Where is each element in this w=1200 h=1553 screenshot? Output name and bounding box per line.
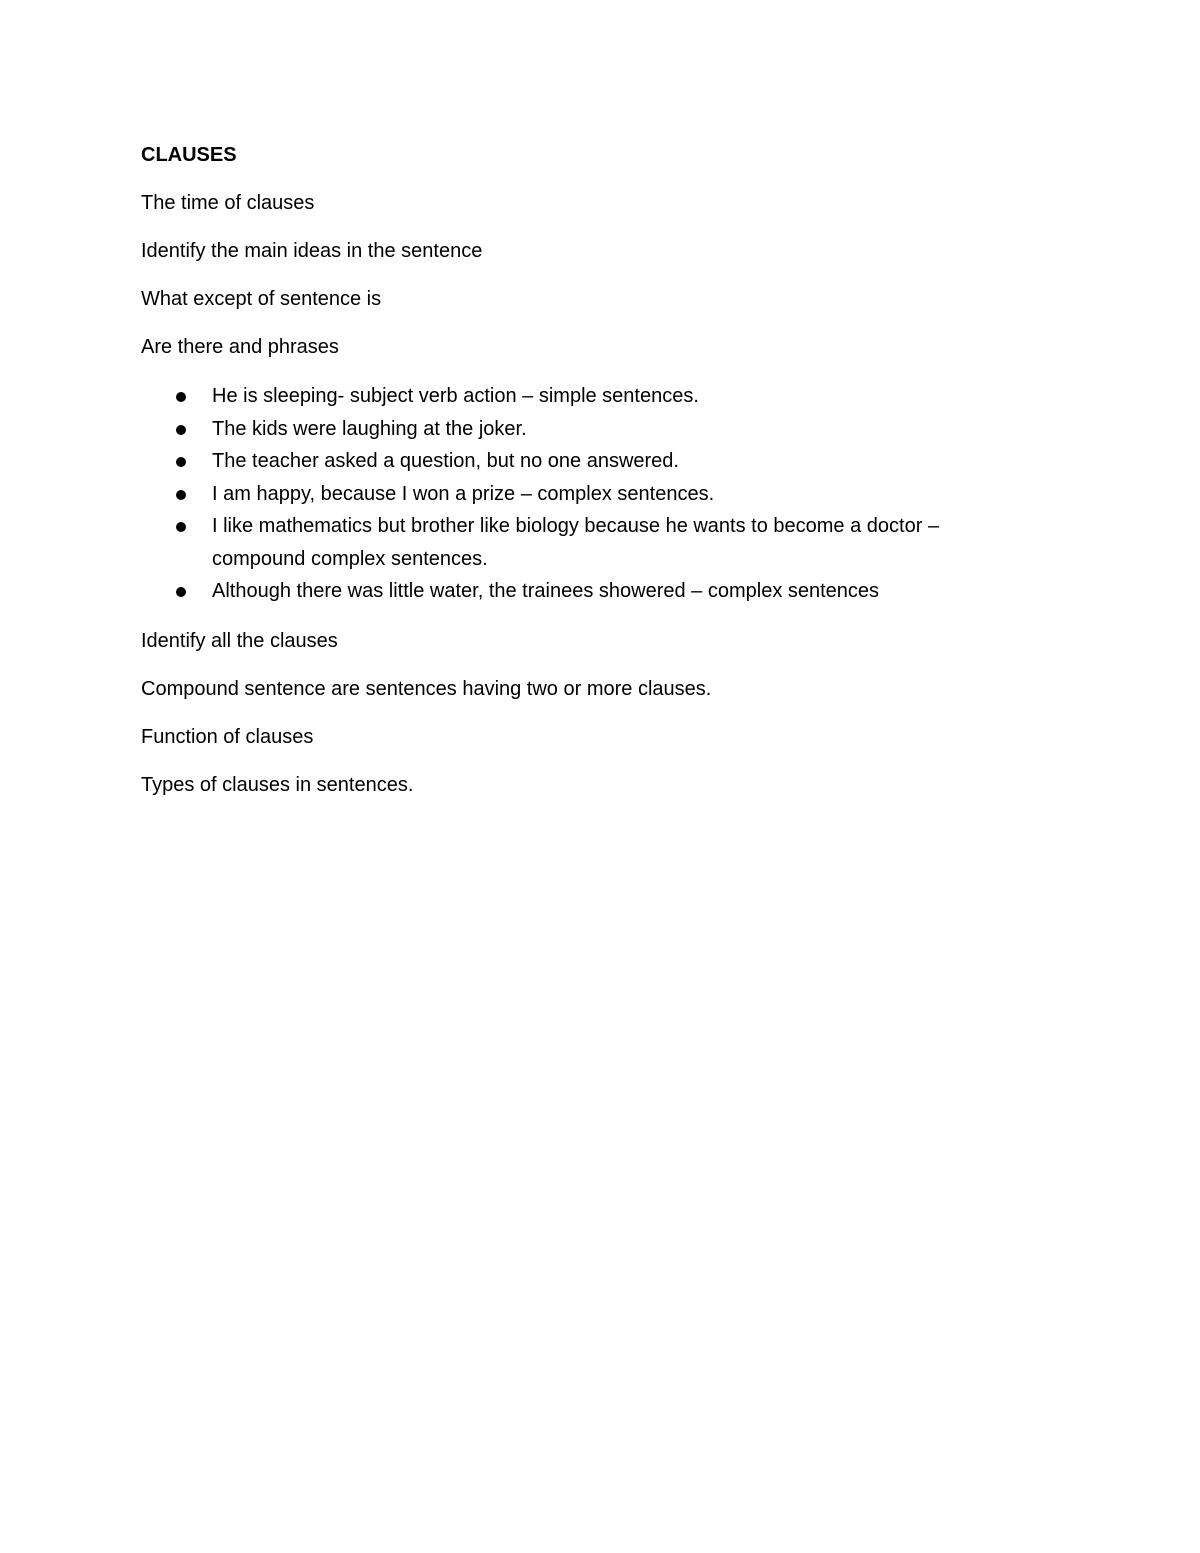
paragraph-are-there-phrases: Are there and phrases	[141, 336, 339, 358]
document-heading: CLAUSES	[141, 144, 237, 166]
list-item	[141, 510, 1032, 575]
list-item	[141, 575, 1032, 608]
paragraph-types-of-clauses: Types of clauses in sentences.	[141, 773, 414, 796]
bullet-icon	[176, 490, 186, 500]
list-item-text: Although there was little water, the trainees showered – complex sentences	[212, 580, 880, 602]
paragraph-time-of-clauses: The time of clauses	[141, 192, 315, 214]
paragraph-compound-sentence: Compound sentence are sentences having two or more clauses.	[141, 677, 712, 700]
bullet-icon	[176, 587, 186, 597]
list-item	[141, 413, 1032, 446]
paragraph-identify-main-ideas: Identify the main ideas in the sentence	[141, 240, 483, 262]
bullet-icon	[176, 392, 186, 402]
paragraph-identify-all-clauses: Identify all the clauses	[141, 629, 338, 652]
document-body	[141, 140, 1041, 818]
list-item-text: The kids were laughing at the joker.	[212, 417, 527, 440]
bullet-icon	[176, 457, 186, 467]
bullet-icon	[176, 425, 186, 435]
example-sentence-list	[141, 380, 1041, 608]
list-item-text: He is sleeping- subject verb action – simple sentences.	[212, 385, 699, 407]
bullet-icon	[176, 522, 186, 532]
list-item-text: The teacher asked a question, but no one answered.	[212, 450, 679, 472]
list-item	[141, 380, 1032, 413]
paragraph-function-of-clauses: Function of clauses	[141, 725, 314, 748]
list-item	[141, 445, 1032, 478]
paragraph-what-except: What except of sentence is	[141, 288, 382, 310]
list-item-text: I like mathematics but brother like biology because he wants to become a doctor – compound complex sentences.	[212, 515, 940, 570]
list-item-text: I am happy, because I won a prize – complex sentences.	[212, 482, 715, 505]
list-item	[141, 478, 1032, 511]
